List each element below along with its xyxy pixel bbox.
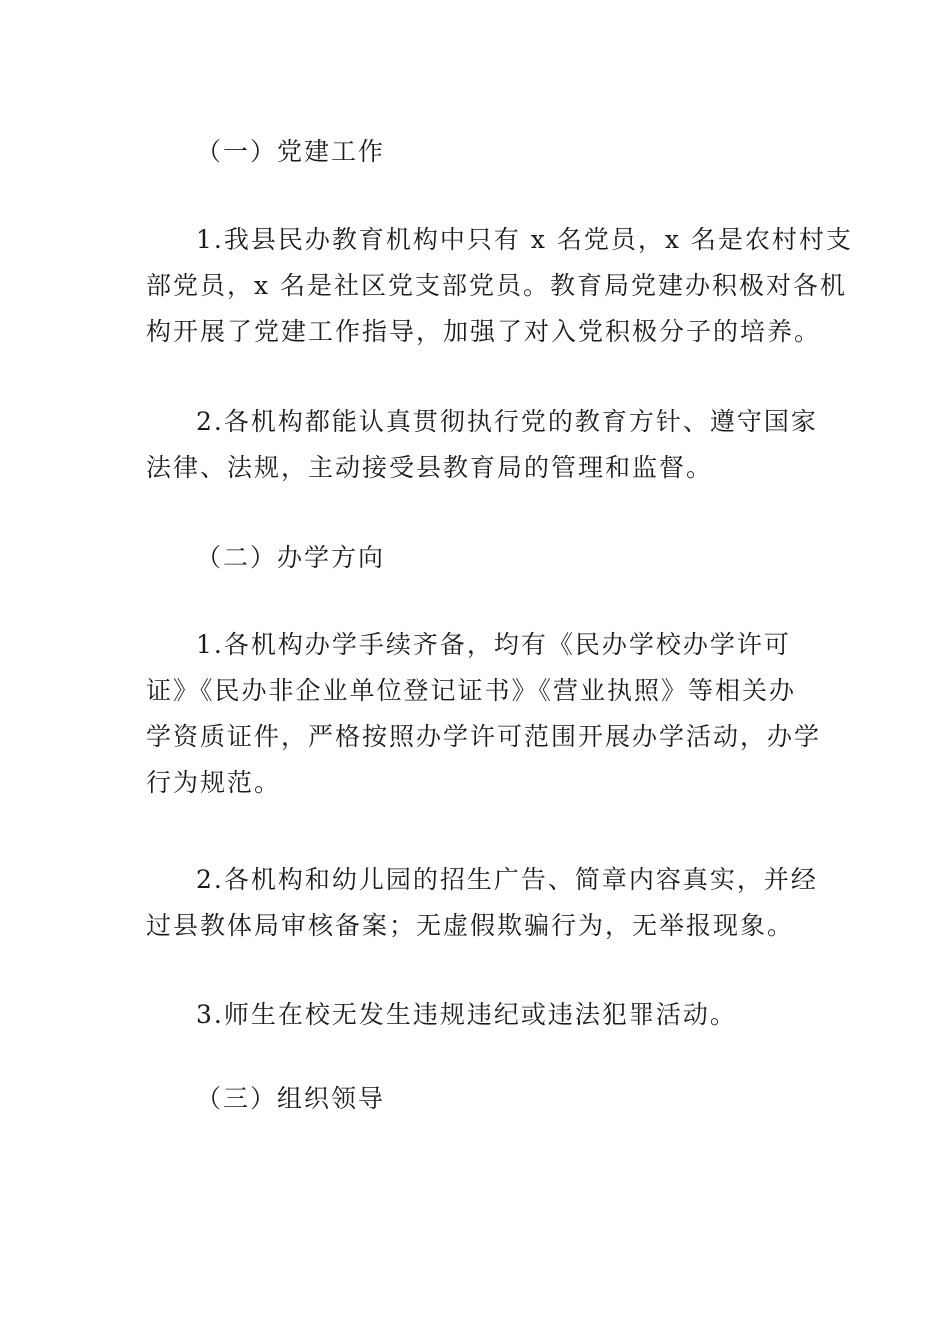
paragraph-line: 2.各机构和幼儿园的招生广告、简章内容真实，并经 (196, 865, 818, 894)
paragraph-line: 部党员，x 名是社区党支部党员。教育局党建办积极对各机 (146, 271, 848, 300)
paragraph-2-2 (146, 857, 818, 949)
paragraph-line: 学资质证件，严格按照办学许可范围开展办学活动，办学 (146, 722, 822, 751)
paragraph-1-2 (146, 399, 818, 491)
paragraph-1-1 (146, 217, 853, 355)
section-heading-2: （二）办学方向 (196, 543, 386, 572)
paragraph-line: 行为规范。 (146, 768, 282, 797)
paragraph-line: 2.各机构都能认真贯彻执行党的教育方针、遵守国家 (196, 407, 818, 436)
paragraph-2-1 (146, 622, 822, 806)
paragraph-line: 3.师生在校无发生违规违纪或违法犯罪活动。 (196, 1000, 737, 1029)
paragraph-line: 1.我县民办教育机构中只有 x 名党员，x 名是农村村支 (196, 225, 853, 254)
section-heading-3: （三）组织领导 (196, 1084, 386, 1113)
paragraph-line: 1.各机构办学手续齐备，均有《民办学校办学许可 (196, 630, 791, 659)
paragraph-line: 过县教体局审核备案；无虚假欺骗行为，无举报现象。 (146, 911, 795, 940)
paragraph-line: 证》《民办非企业单位登记证书》《营业执照》等相关办 (146, 676, 797, 705)
paragraph-line: 法律、法规，主动接受县教育局的管理和监督。 (146, 453, 714, 482)
paragraph-line: 构开展了党建工作指导，加强了对入党积极分子的培养。 (146, 317, 822, 346)
section-heading-1: （一）党建工作 (196, 137, 386, 166)
paragraph-2-3 (146, 992, 806, 1038)
